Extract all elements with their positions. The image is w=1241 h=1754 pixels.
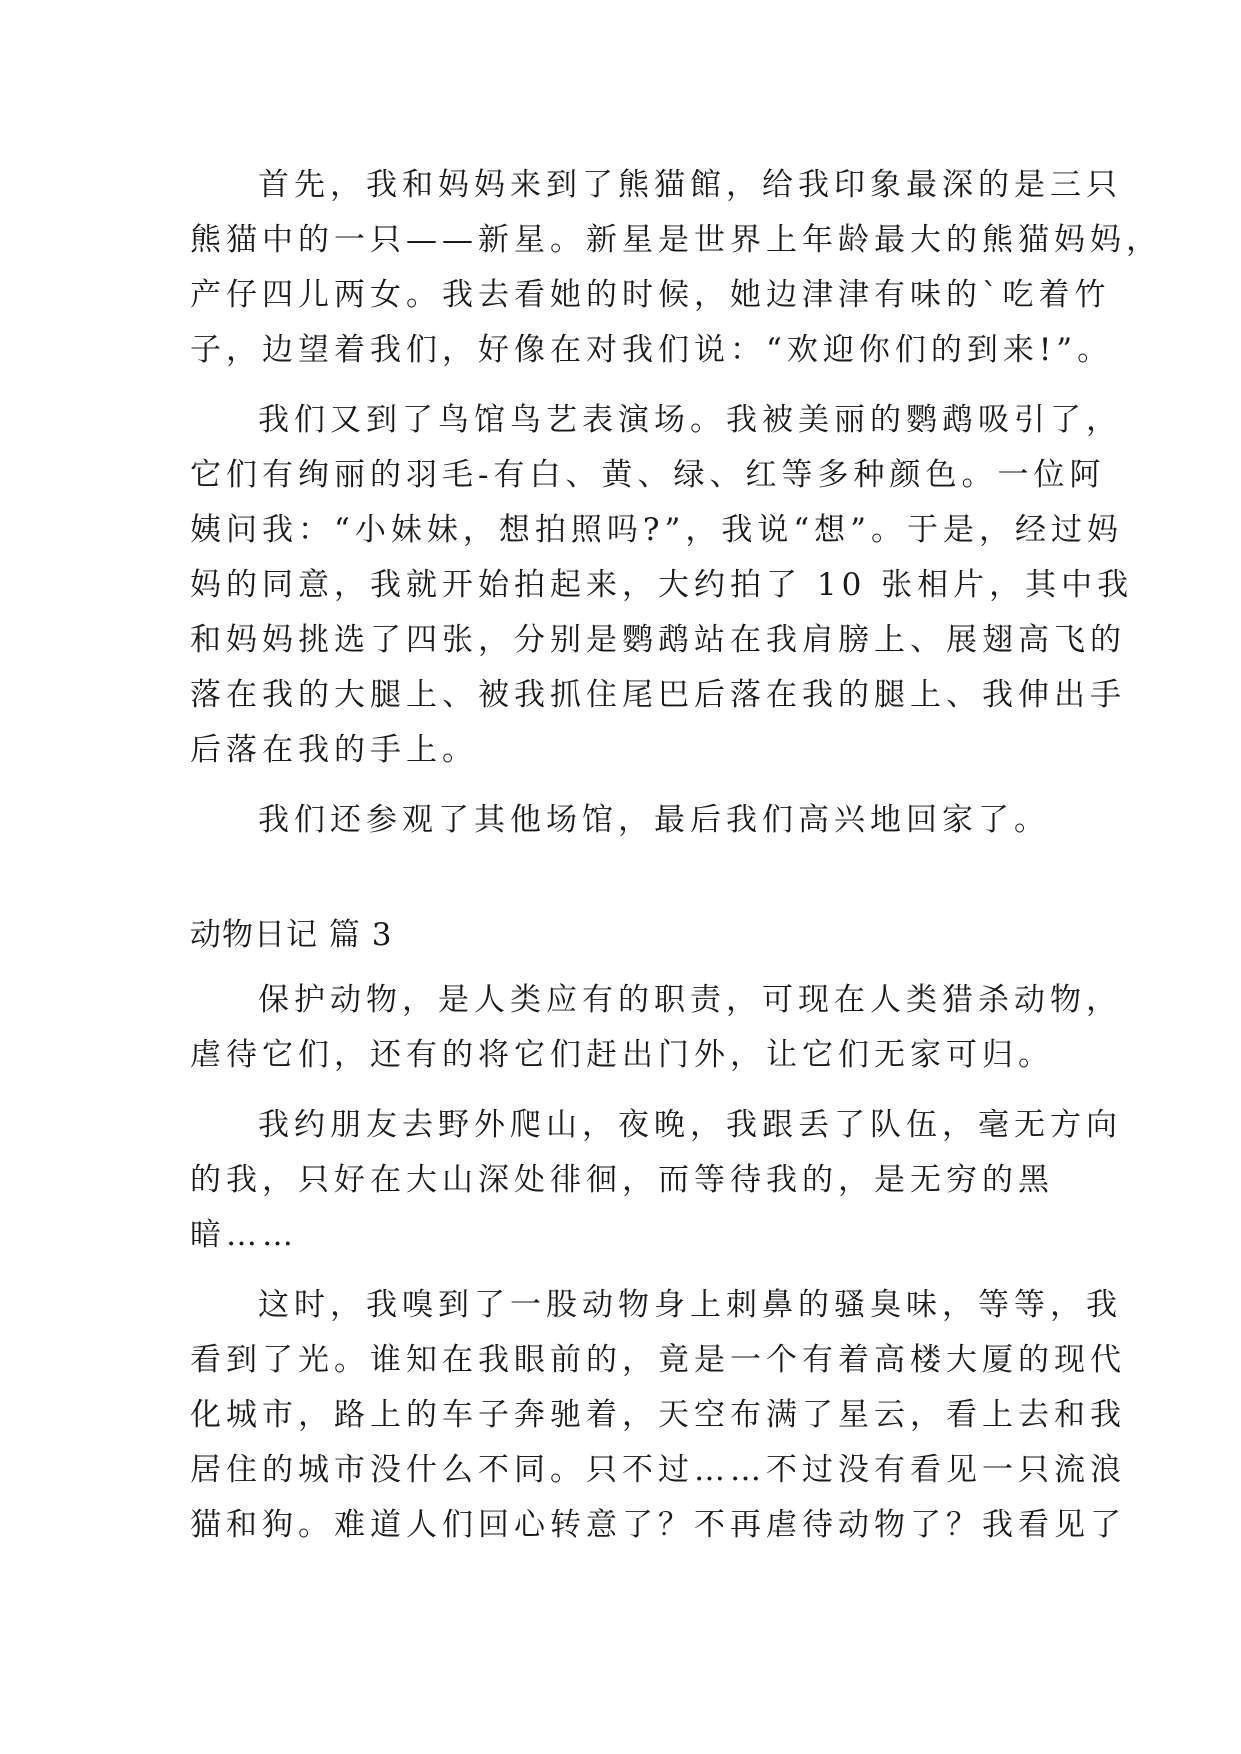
text-line: 居住的城市没什么不同。只不过……不过没有看见一只流浪 bbox=[190, 1452, 1126, 1488]
text-line: 后落在我的手上。 bbox=[190, 732, 478, 768]
text-line: 看到了光。谁知在我眼前的，竟是一个有着高楼大厦的现代 bbox=[190, 1342, 1126, 1378]
text-line: 落在我的大腿上、被我抓住尾巴后落在我的腿上、我伸出手 bbox=[190, 677, 1126, 713]
text-line: 这时，我嗅到了一股动物身上刺鼻的骚臭味，等等，我 bbox=[258, 1287, 1122, 1323]
section-heading: 动物日记 篇 3 bbox=[190, 917, 393, 953]
text-line: 我们又到了鸟馆鸟艺表演场。我被美丽的鹦鹉吸引了， bbox=[258, 402, 1122, 438]
text-line: 化城市，路上的车子奔驰着，天空布满了星云，看上去和我 bbox=[190, 1397, 1126, 1433]
text-line: 熊猫中的一只——新星。新星是世界上年龄最大的熊猫妈妈， bbox=[190, 222, 1162, 258]
text-line: 猫和狗。难道人们回心转意了？不再虐待动物了？我看见了 bbox=[190, 1507, 1126, 1543]
text-line: 和妈妈挑选了四张，分别是鹦鹉站在我肩膀上、展翅高飞的 bbox=[190, 622, 1126, 658]
text-line: 我约朋友去野外爬山，夜晚，我跟丢了队伍，毫无方向 bbox=[258, 1107, 1122, 1143]
text-line: 我们还参观了其他场馆，最后我们高兴地回家了。 bbox=[258, 802, 1050, 838]
text-line: 产仔四儿两女。我去看她的时候，她边津津有味的`吃着竹 bbox=[190, 277, 1111, 313]
text-line: 保护动物，是人类应有的职责，可现在人类猎杀动物， bbox=[258, 982, 1122, 1018]
text-line: 姨问我：“小妹妹，想拍照吗?”，我说“想”。于是，经过妈 bbox=[190, 512, 1124, 548]
text-line: 它们有绚丽的羽毛-有白、黄、绿、红等多种颜色。一位阿 bbox=[190, 457, 1106, 493]
text-line: 子，边望着我们，好像在对我们说：“欢迎你们的到来!”。 bbox=[190, 332, 1114, 368]
text-line: 暗…… bbox=[190, 1217, 298, 1253]
text-line: 首先，我和妈妈来到了熊猫館，给我印象最深的是三只 bbox=[258, 167, 1122, 203]
text-line: 虐待它们，还有的将它们赶出门外，让它们无家可归。 bbox=[190, 1037, 1054, 1073]
text-line: 妈的同意，我就开始拍起来，大约拍了 10 张相片，其中我 bbox=[190, 567, 1134, 603]
text-line: 的我，只好在大山深处徘徊，而等待我的，是无穷的黑 bbox=[190, 1162, 1054, 1198]
